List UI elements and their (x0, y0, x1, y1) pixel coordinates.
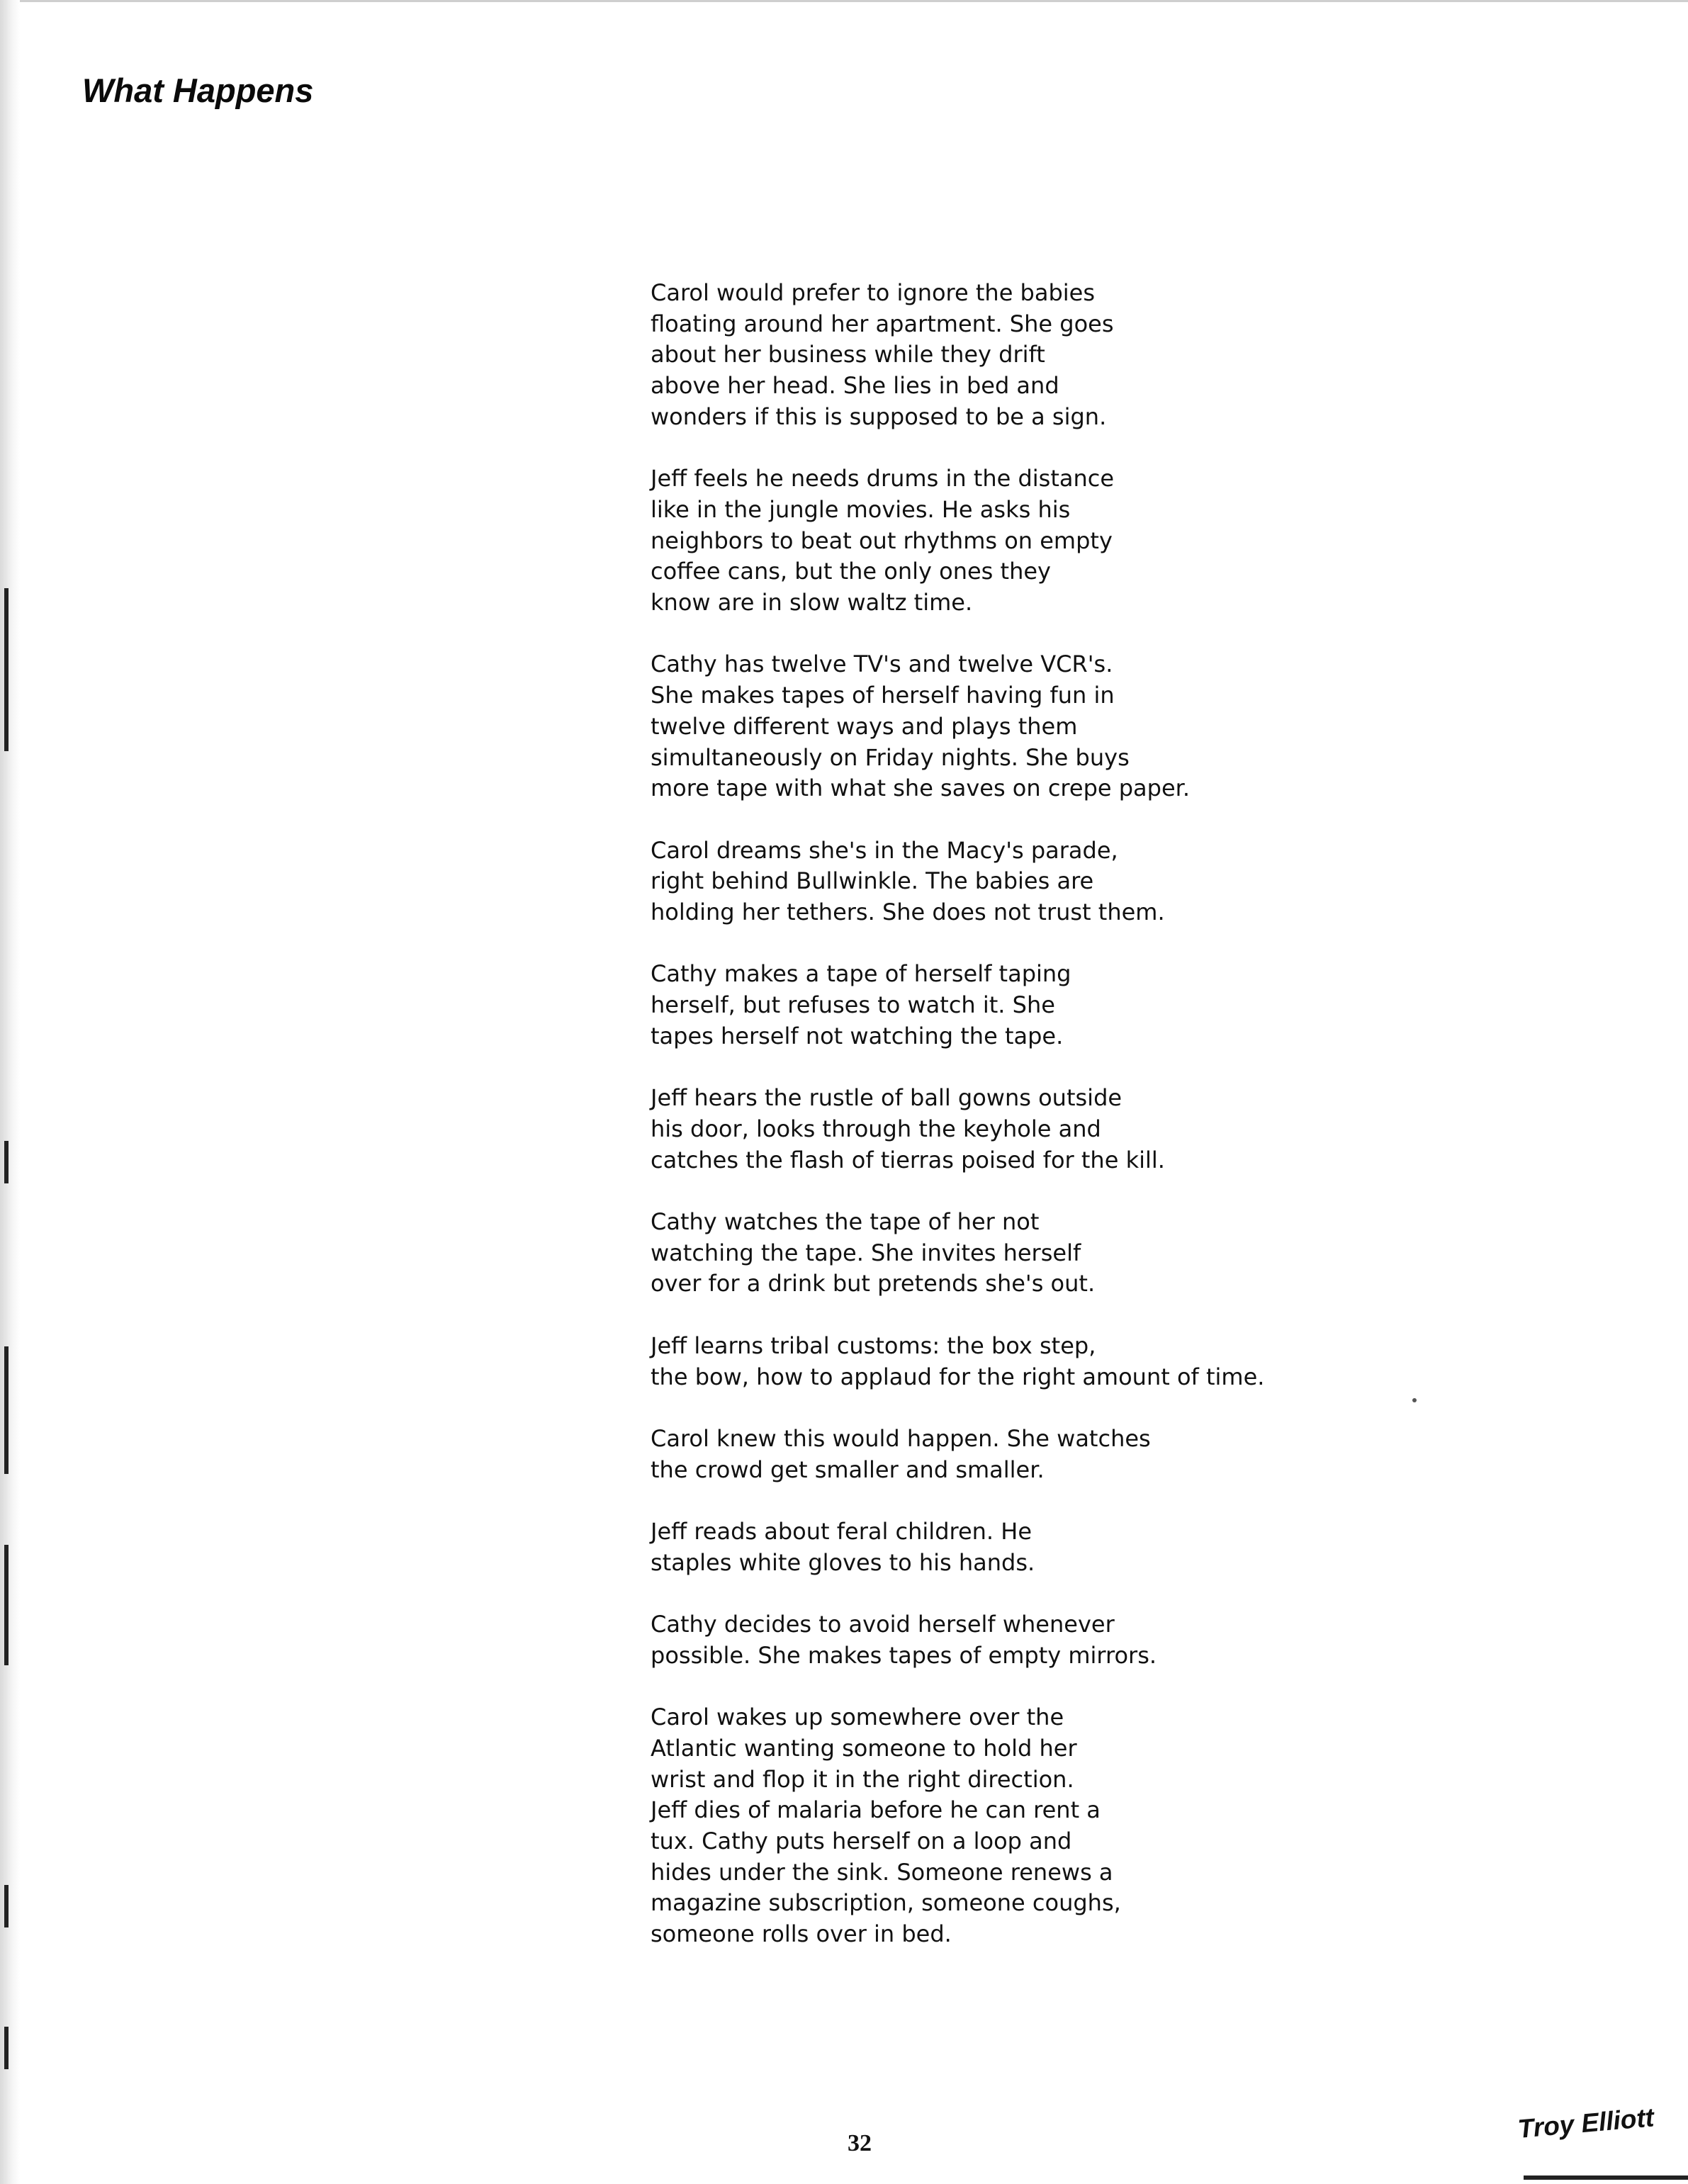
poem-line: coffee cans, but the only ones they (651, 558, 1051, 585)
poem-title: What Happens (82, 72, 314, 109)
poem-body (651, 278, 1359, 1981)
poem-stanza (651, 1331, 1359, 1392)
poem-stanza (651, 463, 1359, 619)
poem-line: above her head. She lies in bed and (651, 372, 1059, 400)
poem-line: more tape with what she saves on crepe paper. (651, 775, 1191, 802)
poem-line: Jeff feels he needs drums in the distance (651, 465, 1115, 492)
poem-line: Cathy decides to avoid herself whenever (651, 1611, 1115, 1638)
poem-line: his door, looks through the keyhole and (651, 1115, 1101, 1142)
poem-line: about her business while they drift (651, 341, 1045, 368)
poem-line: Jeff hears the rustle of ball gowns outside (651, 1084, 1122, 1112)
poem-stanza (651, 278, 1359, 433)
poem-line: floating around her apartment. She goes (651, 310, 1114, 337)
poem-line: Cathy watches the tape of her not (651, 1208, 1040, 1235)
binding-mark (4, 1346, 9, 1474)
page-number: 32 (848, 2130, 872, 2156)
poem-line: over for a drink but pretends she's out. (651, 1270, 1096, 1298)
poem-line: twelve different ways and plays them (651, 712, 1078, 740)
poem-line: herself, but refuses to watch it. She (651, 991, 1055, 1019)
poem-line: She makes tapes of herself having fun in (651, 682, 1115, 709)
poem-stanza (651, 1516, 1359, 1578)
poem-line: right behind Bullwinkle. The babies are (651, 867, 1094, 895)
scan-speck (1412, 1398, 1417, 1402)
binding-mark (4, 1885, 9, 1927)
page-bottom-edge (1524, 2175, 1688, 2180)
binding-mark (4, 2027, 9, 2069)
scan-binding-edge (0, 0, 20, 2184)
poem-line: Cathy has twelve TV's and twelve VCR's. (651, 651, 1113, 678)
poem-stanza (651, 1702, 1359, 1950)
poem-line: possible. She makes tapes of empty mirrors. (651, 1641, 1157, 1669)
poem-line: simultaneously on Friday nights. She buys (651, 743, 1130, 771)
poem-stanza (651, 1207, 1359, 1300)
poem-line: wonders if this is supposed to be a sign. (651, 403, 1107, 430)
binding-mark (4, 1545, 9, 1665)
binding-mark (4, 1141, 9, 1183)
poem-line: staples white gloves to his hands. (651, 1548, 1035, 1576)
poem-stanza (651, 1083, 1359, 1176)
poem-line: Atlantic wanting someone to hold her (651, 1734, 1077, 1762)
poem-line: know are in slow waltz time. (651, 589, 973, 617)
poem-stanza (651, 959, 1359, 1052)
poem-line: hides under the sink. Someone renews a (651, 1858, 1113, 1886)
poem-line: Carol knew this would happen. She watches (651, 1424, 1151, 1452)
poem-line: the crowd get smaller and smaller. (651, 1456, 1045, 1483)
poem-line: Carol dreams she's in the Macy's parade, (651, 836, 1118, 864)
poem-line: Carol would prefer to ignore the babies (651, 279, 1096, 306)
poem-line: neighbors to beat out rhythms on empty (651, 527, 1113, 554)
poem-line: holding her tethers. She does not trust them. (651, 899, 1165, 926)
poem-line: tux. Cathy puts herself on a loop and (651, 1827, 1072, 1854)
poem-stanza (651, 649, 1359, 804)
poem-line: Jeff learns tribal customs: the box step, (651, 1332, 1096, 1359)
poem-line: like in the jungle movies. He asks his (651, 495, 1071, 523)
poem-line: Jeff dies of malaria before he can rent a (651, 1796, 1101, 1824)
poem-line: magazine subscription, someone coughs, (651, 1889, 1121, 1917)
author-name: Troy Elliott (1517, 2103, 1655, 2144)
poem-line: someone rolls over in bed. (651, 1920, 952, 1948)
poem-stanza (651, 835, 1359, 928)
poem-line: Carol wakes up somewhere over the (651, 1704, 1064, 1731)
poem-line: catches the flash of tierras poised for the kill. (651, 1146, 1165, 1173)
poem-line: the bow, how to applaud for the right amount of time. (651, 1363, 1265, 1390)
poem-line: wrist and flop it in the right direction. (651, 1765, 1074, 1793)
poem-stanza (651, 1609, 1359, 1671)
poem-line: Cathy makes a tape of herself taping (651, 960, 1071, 988)
page-top-edge (0, 0, 1688, 2)
poem-stanza (651, 1424, 1359, 1485)
binding-mark (4, 588, 9, 751)
poem-line: Jeff reads about feral children. He (651, 1517, 1033, 1545)
poem-line: watching the tape. She invites herself (651, 1239, 1081, 1266)
poem-line: tapes herself not watching the tape. (651, 1022, 1064, 1049)
